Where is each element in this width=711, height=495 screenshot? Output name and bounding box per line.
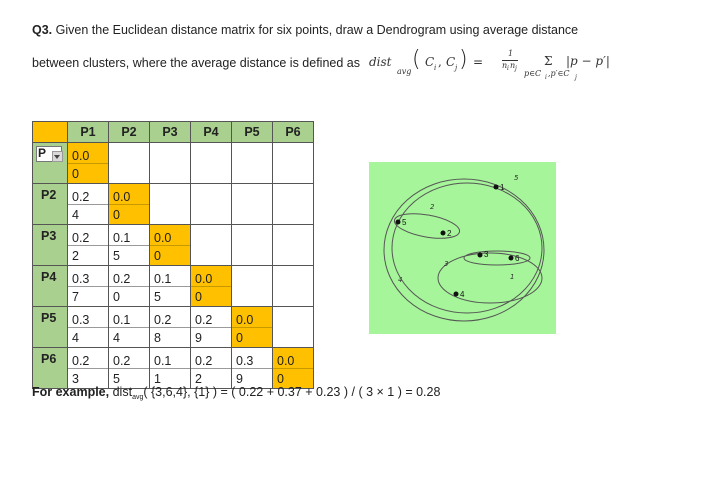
point-dot bbox=[478, 253, 483, 258]
cell-value-top: 0.2 bbox=[72, 190, 90, 204]
point-label: 1 bbox=[500, 183, 505, 192]
row-header bbox=[33, 143, 68, 184]
col-header: P3 bbox=[150, 122, 191, 143]
cell-value-bottom: 0 bbox=[277, 372, 284, 386]
row-label-text: P bbox=[38, 146, 47, 160]
col-header: P6 bbox=[273, 122, 314, 143]
row-header bbox=[33, 307, 68, 348]
table-cell bbox=[109, 184, 150, 225]
point-dot bbox=[494, 185, 499, 190]
table-cell bbox=[273, 184, 314, 225]
cell-value-bottom: 8 bbox=[154, 331, 161, 345]
question-number: Q3. bbox=[32, 23, 53, 37]
example-dist-sub: avg bbox=[132, 394, 144, 401]
cluster-label: 5 bbox=[514, 174, 519, 182]
example-body: ( {3,6,4}, {1} ) = ( 0.22 + 0.37 + 0.23 ) / ( 3 × 1 ) = 0.28 bbox=[143, 385, 441, 399]
point-label: 5 bbox=[402, 218, 407, 227]
cell-value-bottom: 5 bbox=[113, 372, 120, 386]
cell-value-top: 0.0 bbox=[154, 231, 172, 245]
cell-value-bottom: 9 bbox=[195, 331, 202, 345]
table-cell bbox=[150, 143, 191, 184]
formula-frac-den-n2: n bbox=[510, 61, 516, 70]
table-cell bbox=[150, 307, 191, 348]
question-line-1 bbox=[32, 23, 578, 37]
row-header bbox=[33, 348, 68, 389]
table-cell bbox=[232, 225, 273, 266]
formula-term: |p − p′| bbox=[566, 54, 610, 68]
cluster-label: 3 bbox=[444, 260, 449, 268]
row-header bbox=[33, 266, 68, 307]
cell-value-top: 0.3 bbox=[72, 313, 90, 327]
cell-value-top: 0.0 bbox=[236, 313, 254, 327]
row-label-dropdown[interactable] bbox=[36, 146, 62, 162]
table-cell bbox=[150, 225, 191, 266]
cell-value-top: 0.0 bbox=[72, 149, 90, 163]
table-row bbox=[33, 143, 314, 184]
point-dot bbox=[441, 231, 446, 236]
table-cell bbox=[68, 143, 109, 184]
cell-value-bottom: 7 bbox=[72, 290, 79, 304]
cell-value-top: 0.3 bbox=[72, 272, 90, 286]
table-cell bbox=[191, 143, 232, 184]
table-cell bbox=[150, 348, 191, 389]
table-cell bbox=[68, 348, 109, 389]
table-row bbox=[33, 184, 314, 225]
cell-value-bottom: 0 bbox=[154, 249, 161, 263]
col-header: P1 bbox=[68, 122, 109, 143]
cell-value-top: 0.2 bbox=[113, 354, 131, 368]
table-cell bbox=[191, 307, 232, 348]
point-label: 3 bbox=[484, 250, 489, 259]
table-row bbox=[33, 307, 314, 348]
table-cell bbox=[232, 307, 273, 348]
col-header: P4 bbox=[191, 122, 232, 143]
row-header bbox=[33, 225, 68, 266]
cell-value-bottom: 3 bbox=[72, 372, 79, 386]
table-row bbox=[33, 225, 314, 266]
point-dot bbox=[396, 220, 401, 225]
table-row bbox=[33, 348, 314, 389]
chevron-down-icon[interactable] bbox=[52, 151, 63, 162]
point-label: 6 bbox=[515, 254, 520, 263]
formula-equals: = bbox=[473, 55, 484, 69]
row-label: P6 bbox=[41, 352, 57, 366]
table-cell bbox=[191, 184, 232, 225]
cell-value-bottom: 9 bbox=[236, 372, 243, 386]
formula-ci: C bbox=[425, 55, 435, 69]
example-line bbox=[32, 385, 440, 399]
cell-value-top: 0.2 bbox=[72, 354, 90, 368]
cluster-label: 2 bbox=[430, 203, 435, 211]
table-cell bbox=[109, 266, 150, 307]
formula-dist-sub: avg bbox=[397, 67, 412, 76]
formula-sigma: Σ bbox=[544, 54, 553, 68]
question-line-2 bbox=[32, 56, 360, 70]
table-cell bbox=[109, 307, 150, 348]
table-cell bbox=[232, 143, 273, 184]
table-cell bbox=[68, 184, 109, 225]
table-cell bbox=[191, 266, 232, 307]
row-label: P2 bbox=[41, 188, 57, 202]
table-cell bbox=[273, 307, 314, 348]
formula-frac-den-n: n bbox=[502, 61, 508, 70]
table-cell bbox=[68, 266, 109, 307]
cell-value-top: 0.3 bbox=[236, 354, 254, 368]
cell-value-top: 0.1 bbox=[113, 313, 131, 327]
question-text-2: between clusters, where the average distance is defined as bbox=[32, 56, 360, 70]
cell-value-top: 0.2 bbox=[113, 272, 131, 286]
cell-value-top: 0.1 bbox=[154, 272, 172, 286]
table-row bbox=[33, 266, 314, 307]
cell-value-bottom: 2 bbox=[72, 249, 79, 263]
distance-matrix-table bbox=[32, 121, 314, 389]
col-header: P5 bbox=[232, 122, 273, 143]
cell-value-bottom: 0 bbox=[72, 167, 79, 181]
table-cell bbox=[191, 225, 232, 266]
row-label: P3 bbox=[41, 229, 57, 243]
cell-value-top: 0.2 bbox=[195, 313, 213, 327]
formula-ci-sub: i bbox=[434, 64, 437, 72]
cell-value-bottom: 1 bbox=[154, 372, 161, 386]
question-text-1: Given the Euclidean distance matrix for six points, draw a Dendrogram using average distance bbox=[55, 23, 579, 37]
example-dist: dist bbox=[109, 385, 133, 399]
table-cell bbox=[232, 184, 273, 225]
table-cell bbox=[273, 348, 314, 389]
point-dot bbox=[454, 292, 459, 297]
table-cell bbox=[191, 348, 232, 389]
cell-value-bottom: 0 bbox=[236, 331, 243, 345]
table-cell bbox=[68, 225, 109, 266]
formula-cj: C bbox=[446, 55, 456, 69]
cell-value-bottom: 0 bbox=[195, 290, 202, 304]
table-corner bbox=[33, 122, 68, 143]
formula-sum-sub: p∈C bbox=[524, 69, 542, 78]
table-cell bbox=[232, 266, 273, 307]
cell-value-bottom: 4 bbox=[72, 208, 79, 222]
point-label: 4 bbox=[460, 290, 465, 299]
table-cell bbox=[273, 266, 314, 307]
example-lead: For example, bbox=[32, 385, 110, 399]
cell-value-top: 0.1 bbox=[113, 231, 131, 245]
table-cell bbox=[273, 143, 314, 184]
cell-value-bottom: 4 bbox=[113, 331, 120, 345]
cell-value-top: 0.0 bbox=[113, 190, 131, 204]
cell-value-bottom: 4 bbox=[72, 331, 79, 345]
table-cell bbox=[109, 225, 150, 266]
cell-value-bottom: 5 bbox=[154, 290, 161, 304]
table-cell bbox=[109, 348, 150, 389]
point-label: 2 bbox=[447, 229, 452, 238]
cell-value-top: 0.2 bbox=[195, 354, 213, 368]
nested-cluster-diagram bbox=[369, 162, 556, 334]
table-cell bbox=[232, 348, 273, 389]
formula-frac-num: 1 bbox=[508, 49, 514, 58]
cell-value-top: 0.0 bbox=[277, 354, 295, 368]
diagram-background bbox=[369, 162, 556, 334]
cell-value-bottom: 2 bbox=[195, 372, 202, 386]
cell-value-top: 0.1 bbox=[154, 354, 172, 368]
row-label: P4 bbox=[41, 270, 57, 284]
cell-value-top: 0.2 bbox=[154, 313, 172, 327]
cell-value-top: 0.0 bbox=[195, 272, 213, 286]
cluster-label: 4 bbox=[398, 276, 403, 284]
cell-value-bottom: 5 bbox=[113, 249, 120, 263]
cell-value-top: 0.2 bbox=[72, 231, 90, 245]
table-cell bbox=[109, 143, 150, 184]
cluster-label: 1 bbox=[510, 273, 515, 281]
col-header: P2 bbox=[109, 122, 150, 143]
point-dot bbox=[509, 256, 514, 261]
row-header bbox=[33, 184, 68, 225]
table-cell bbox=[273, 225, 314, 266]
formula-dist: dist bbox=[369, 55, 392, 69]
cell-value-bottom: 0 bbox=[113, 290, 120, 304]
table-cell bbox=[150, 266, 191, 307]
table-header-row bbox=[33, 122, 314, 143]
cell-value-bottom: 0 bbox=[113, 208, 120, 222]
table-cell bbox=[68, 307, 109, 348]
table-cell bbox=[150, 184, 191, 225]
formula-cj-sub: j bbox=[455, 64, 458, 72]
formula-sum-sub2: ,p′∈C bbox=[548, 69, 570, 78]
row-label: P5 bbox=[41, 311, 57, 325]
